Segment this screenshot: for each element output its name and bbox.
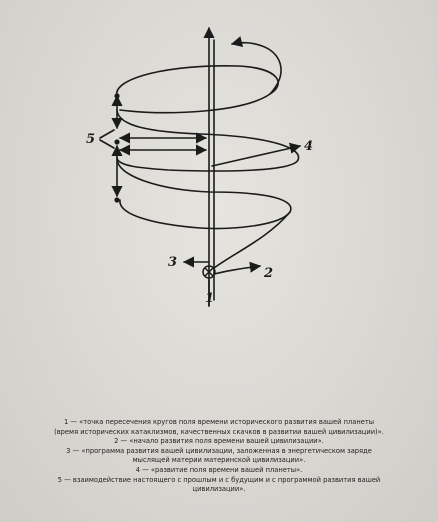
spiral-dot-middle	[114, 139, 119, 144]
label-5-pointer-upper	[100, 130, 114, 138]
spiral-dot-top	[114, 93, 119, 98]
caption-line: цивилизации».	[192, 485, 246, 494]
spiral-dot-lower	[114, 197, 119, 202]
caption-line: 1 — «точка пересечения кругов поля времени исторического развития вашей планеты	[63, 418, 375, 426]
label-3: 3	[168, 255, 178, 270]
label-2: 2	[264, 266, 274, 281]
caption-line: 3 — «программа развития вашей цивилизации, заложенная в энергетическом заряде	[66, 446, 372, 455]
label-5-pointer-lower	[100, 140, 114, 148]
arrow-2	[214, 266, 260, 274]
caption-line: 4 — «развитие поля времени вашей планеты».	[135, 465, 303, 474]
label-1: 1	[205, 291, 215, 306]
spiral-top-turn	[117, 66, 278, 113]
label-5: 5	[86, 132, 96, 147]
caption-line: мыслящей материи материнской цивилизации».	[132, 456, 306, 465]
spiral-middle-turn	[117, 110, 299, 171]
caption-line: 5 — взаимодействие настоящего с прошлым и с будущим и с программой развития вашей	[57, 475, 381, 484]
caption-line: 2 — «начало развития поля времени вашей цивилизации».	[114, 437, 324, 446]
caption	[8, 418, 430, 495]
arrow-4	[212, 146, 300, 166]
label-4: 4	[304, 139, 314, 154]
caption-line: (время исторических катаклизмов, качественных скачков в развитии вашей цивилизации)».	[54, 427, 384, 436]
